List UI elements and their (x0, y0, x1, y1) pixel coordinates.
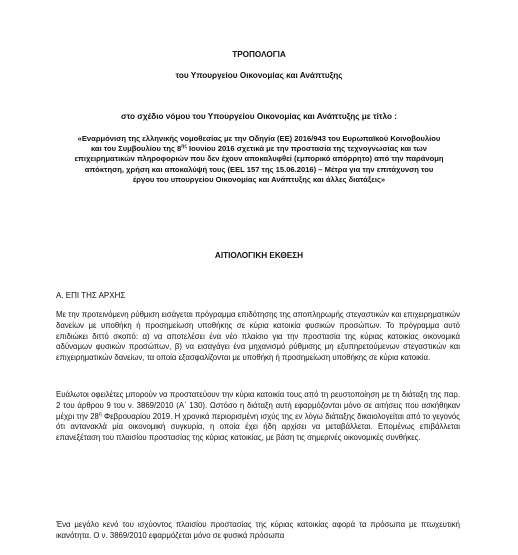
document-title: ΤΡΟΠΟΛΟΓΙΑ (232, 50, 286, 59)
bill-title-part-1: «Εναρμόνιση της ελληνικής νομοθεσίας με την Οδηγία (ΕΕ) 2016/943 του Ευρωπαϊκού Κοινοβουλίου και του Συμβουλίου της 8 (77, 134, 441, 154)
bill-title (74, 134, 444, 185)
bill-title-part-2: Ιουνίου 2016 σχετικά με την προστασία της τεχνογνωσίας και των επιχειρηματικών πληροφοριών που δεν έχουν αποκαλυφθεί (εμπορικό απόρρητο) από την παράνομη απόκτηση, χρήση και αποκαλύψή τους (EEL 157 της 15.06.2016) – Μέτρα για την επιτάχυνση του έργου του υπουργείου Οικονομίας και Ανάπτυξης και άλλες διατάξεις» (74, 144, 444, 184)
bill-title-superscript: ης (181, 143, 187, 150)
document-subtitle: του Υπουργείου Οικονομίας και Ανάπτυξης (175, 71, 343, 80)
paragraph-2 (56, 390, 460, 444)
paragraph-2-part-2: Φεβρουαρίου 2019. Η χρονικά περιορισμένη ισχύς της εν λόγω διάταξης δικαιολογείται από το γεγονός ότι αντανακλά μία οικονομική συγκυρία, η οποία έχει ήδη αρχίσει να μεταβάλλεται. Επομένως επιβάλλεται επανεξέταση του πλαισίου προστασίας της κύριας κατοικίας, με βάση τις σημερινές οικονομικές συνθήκες. (56, 411, 460, 443)
bill-intro: στο σχέδιο νόμου του Υπουργείου Οικονομίας και Ανάπτυξης με τίτλο : (120, 112, 398, 121)
report-title: ΑΙΤΙΟΛΟΓΙΚΗ ΕΚΘΕΣΗ (214, 251, 304, 260)
paragraph-1: Με την προτεινόμενη ρύθμιση εισάγεται πρόγραμμα επιδότησης της αποπληρωμής στεγαστικών και επιχειρηματικών δανείων με υποθήκη ή προσημείωση υποθήκης σε κύρια κατοικία φυσικών προσώπων. Το πρόγραμμα αυτό επιδιώκει διττό σκοπό: α) να αποτελέσει ένα νέο πλαίσιο για την προστασία της κύριας κατοικίας οικονομικά αδύναμων φυσικών προσώπων, β) να εισαγάγει ένα μηχανισμό ρύθμισης μη εξυπηρετούμενων στεγαστικών και επιχειρηματικών δανείων, τα οποία εξασφαλίζονται με υποθήκη ή προσημείωση υποθήκης σε κύρια κατοικία. (56, 310, 460, 363)
paragraph-3: Ένα μεγάλο κενό του ισχύοντος πλαισίου προστασίας της κύριας κατοικίας αφορά τα πρόσωπα με πτωχευτική ικανότητα. Ο ν. 3869/2010 εφαρμόζεται μόνο σε φυσικά πρόσωπα (56, 520, 460, 540)
paragraph-2-part-1: Ευάλωτοι οφειλέτες μπορούν να προστατεύουν την κύρια κατοικία τους από τη ρευστοποίηση με τη διάταξη της παρ. 2 του άρθρου 9 του ν. 3869/2010 (Α΄ 130). Ωστόσο η διάταξη αυτή εφαρμόζονται μόνο σε αιτήσεις που ασκήθηκαν μέχρι την 28 (56, 390, 460, 421)
section-heading: Α. ΕΠΙ ΤΗΣ ΑΡΧΗΣ (56, 291, 126, 300)
paragraph-2-superscript: η (98, 411, 102, 417)
